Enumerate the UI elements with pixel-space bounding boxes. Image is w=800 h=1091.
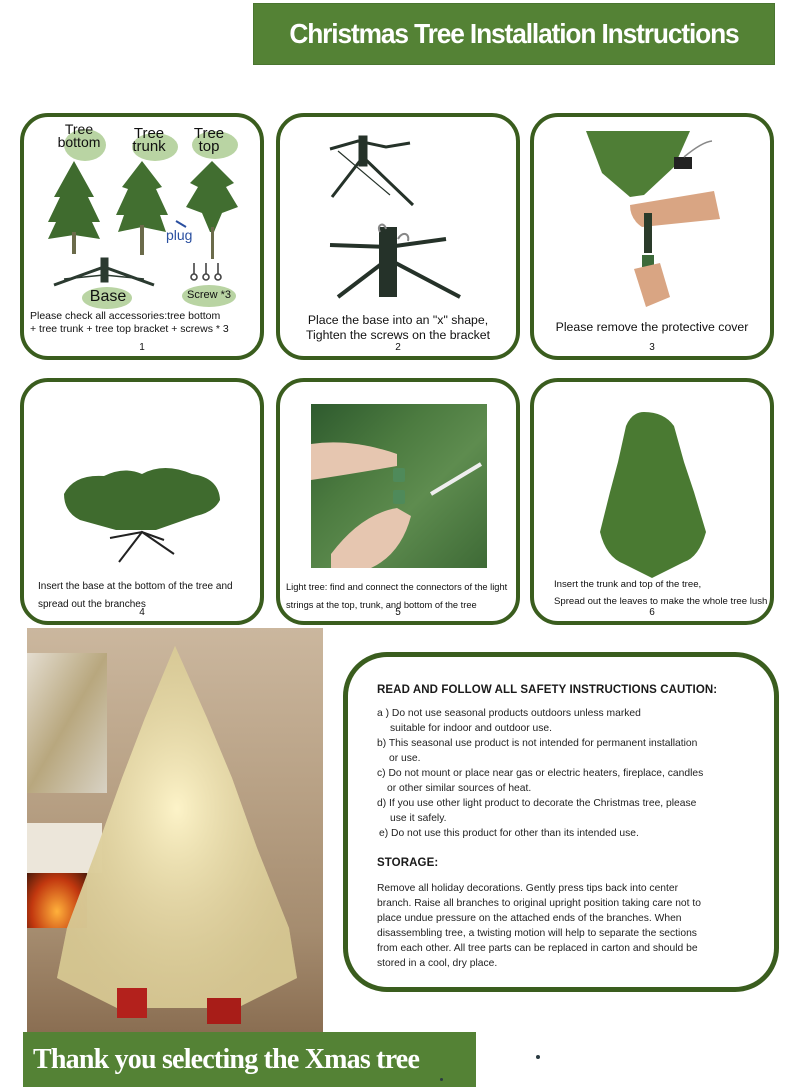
tree-top-label: Tree top <box>193 125 225 155</box>
hand-icon <box>634 263 670 307</box>
step-number: 5 <box>395 607 401 618</box>
step-6-card <box>530 378 774 625</box>
step-caption: Light tree: find and connect the connectors of the light strings at the top, trunk, and bottom of the tree <box>286 582 508 610</box>
tree-trunk-label: Tree trunk <box>132 125 166 155</box>
safety-line: d) If you use other light product to decorate the Christmas tree, please <box>377 798 697 809</box>
screws-icon <box>191 263 221 280</box>
hand-icon <box>311 442 397 480</box>
storage-line: place undue pressure on the attached ends of the branches. When <box>377 913 682 924</box>
step-number: 4 <box>139 607 145 618</box>
safety-line: or other similar sources of heat. <box>387 783 532 794</box>
base-stand-icon <box>54 259 154 285</box>
step-5-card <box>276 378 520 625</box>
plug-box-icon <box>674 157 692 169</box>
step-number: 2 <box>395 342 401 353</box>
safety-instructions-panel <box>343 652 779 992</box>
step-1-card <box>20 113 264 360</box>
safety-heading: READ AND FOLLOW ALL SAFETY INSTRUCTIONS CAUTION: <box>377 684 718 696</box>
storage-line: branch. Raise all branches to original upright position taking care not to <box>377 898 701 909</box>
storage-line: from each other. All tree parts can be replaced in carton and should be <box>377 943 698 954</box>
step-number: 6 <box>649 607 655 618</box>
connector-icon <box>393 468 405 482</box>
safety-line: suitable for indoor and outdoor use. <box>390 723 553 734</box>
x-base-bottom-icon <box>330 225 460 297</box>
lit-tree-photo <box>27 628 323 1032</box>
step-4-card <box>20 378 264 625</box>
connector-photo <box>311 404 487 568</box>
step-2-card <box>276 113 520 360</box>
thank-you-banner <box>23 1032 476 1087</box>
base-label: Base <box>89 288 127 305</box>
step-caption: Insert the trunk and top of the tree, Spread out the leaves to make the whole tree lush <box>554 579 768 607</box>
decorative-dot <box>440 1078 443 1081</box>
title-banner <box>253 3 775 65</box>
flocked-branch <box>431 464 481 494</box>
decorative-dot <box>536 1055 540 1059</box>
storage-line: stored in a cool, dry place. <box>377 958 498 969</box>
storage-heading: STORAGE: <box>377 857 439 869</box>
safety-line: b) This seasonal use product is not intended for permanent installation <box>377 738 698 749</box>
pole-icon <box>644 213 652 253</box>
tree-trunk-icon <box>116 161 168 255</box>
step-caption: Place the base into an "x" shape, Tighten the screws on the bracket <box>305 313 491 342</box>
tree-icon <box>600 412 706 578</box>
base-stand-icon <box>110 532 174 562</box>
plug-label: plug <box>166 227 193 243</box>
safety-line: e) Do not use this product for other than its intended use. <box>379 828 639 839</box>
gift-box <box>207 998 241 1024</box>
x-base-top-icon <box>330 137 413 205</box>
step-caption: Please check all accessories:tree bottom + tree trunk + tree top bracket + screws * 3 <box>30 310 229 335</box>
screw-label: Screw *3 <box>186 289 232 301</box>
gift-box <box>117 988 147 1018</box>
step-caption: Insert the base at the bottom of the tree and spread out the branches <box>38 581 233 610</box>
hand-icon <box>331 508 411 568</box>
safety-line: a ) Do not use seasonal products outdoors unless marked <box>377 708 641 719</box>
step-3-card <box>530 113 774 360</box>
safety-line: c) Do not mount or place near gas or electric heaters, fireplace, candles <box>377 768 704 779</box>
page-title: Christmas Tree Installation Instructions <box>289 18 739 49</box>
step-caption: Please remove the protective cover <box>555 320 749 334</box>
tree-bottom-label: Tree bottom <box>57 121 101 150</box>
tree-top-icon <box>186 161 238 259</box>
storage-line: disassembling tree, a twisting motion will help to separate the sections <box>377 928 697 939</box>
storage-line: Remove all holiday decorations. Gently press tips back into center <box>377 883 679 894</box>
step-number: 1 <box>139 342 145 353</box>
safety-line: or use. <box>389 753 421 764</box>
safety-line: use it safely. <box>390 813 447 824</box>
hand-icon <box>630 191 720 227</box>
thank-you-text: Thank you selecting the Xmas tree <box>33 1043 420 1075</box>
step-number: 3 <box>649 342 655 353</box>
connector-icon <box>393 490 405 504</box>
tree-bottom-icon <box>48 161 100 254</box>
tree-bottom-icon <box>64 468 220 530</box>
